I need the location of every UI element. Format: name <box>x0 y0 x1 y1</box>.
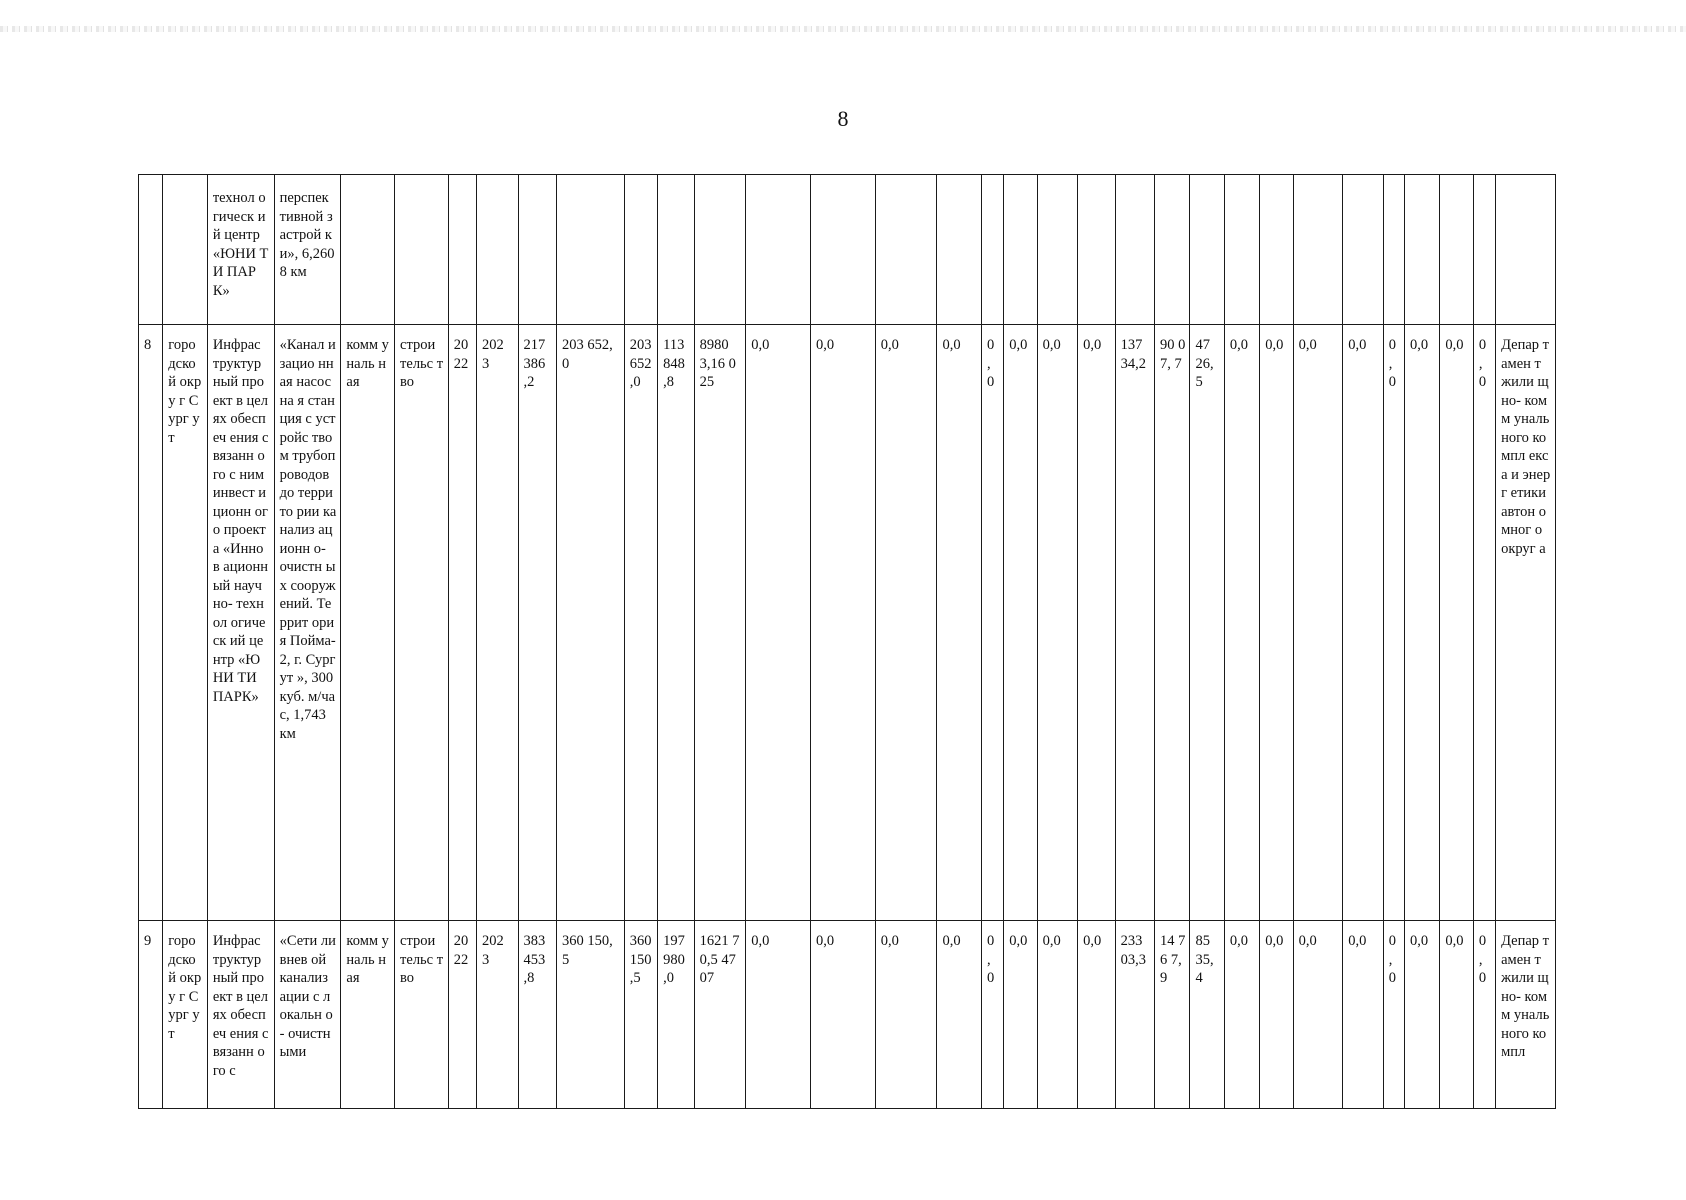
cell-year-end: 202 3 <box>477 921 518 1109</box>
table-cell <box>981 175 1003 325</box>
cell-work-type: строи тельс тво <box>395 325 449 921</box>
table-cell: 0,0 <box>1078 921 1115 1109</box>
cell-responsible <box>1496 175 1556 325</box>
table-cell <box>624 175 657 325</box>
table-cell: 0,0 <box>810 325 875 921</box>
table-cell <box>658 175 694 325</box>
table-cell: 0,0 <box>1293 325 1343 921</box>
table-cell: 0 , 0 <box>1473 325 1495 921</box>
table-cell <box>1190 175 1224 325</box>
table-cell: 0,0 <box>1004 921 1037 1109</box>
cell-year-start: 20 22 <box>448 325 476 921</box>
cell-object-name: перспек тивной застрой ки», 6,2608 км <box>274 175 341 325</box>
table-cell <box>694 175 746 325</box>
table-cell <box>1260 175 1293 325</box>
table-cell <box>1383 175 1404 325</box>
table-cell: 0,0 <box>875 325 937 921</box>
cell-sphere: комм уналь ная <box>341 325 395 921</box>
table-cell: 233 03,3 <box>1115 921 1154 1109</box>
table-cell: 137 34,2 <box>1115 325 1154 921</box>
table-cell: 14 76 7,9 <box>1155 921 1190 1109</box>
table-cell: 0,0 <box>1004 325 1037 921</box>
cell-sphere: комм уналь ная <box>341 921 395 1109</box>
table-cell: 0 , 0 <box>981 921 1003 1109</box>
table-row-9 <box>139 921 1556 1109</box>
table-cell <box>518 175 556 325</box>
table-cell: 0,0 <box>1224 325 1259 921</box>
table-cell <box>1405 175 1440 325</box>
table-cell: 383 453 ,8 <box>518 921 556 1109</box>
table-cell <box>1224 175 1259 325</box>
table-cell: 203 652,0 <box>556 325 624 921</box>
table-cell: 0,0 <box>1293 921 1343 1109</box>
table-cell <box>1440 175 1473 325</box>
cell-project-type: технол огическ ий центр «ЮНИ ТИ ПАРК» <box>207 175 274 325</box>
table-cell <box>875 175 937 325</box>
table-cell <box>448 175 476 325</box>
table-cell: 8980 3,16 025 <box>694 325 746 921</box>
cell-territory: горо дско й окру г Сург ут <box>163 325 208 921</box>
page-number: 8 <box>837 106 849 131</box>
cell-project-type: Инфрас труктур ный проект в целях обеспеч ения связанн ого с ним инвест иционн ого проекта «Иннов ационн ый научно- технол огическ ий центр «ЮНИ ТИ ПАРК» <box>207 325 274 921</box>
table-cell <box>1004 175 1037 325</box>
cell-year-start: 20 22 <box>448 921 476 1109</box>
table-cell <box>746 175 811 325</box>
table-cell: 360 150 ,5 <box>624 921 657 1109</box>
cell-project-type: Инфрас труктур ный проект в целях обеспеч ения связанн ого с <box>207 921 274 1109</box>
table-cell <box>1343 175 1383 325</box>
table-cell: 0,0 <box>1440 325 1473 921</box>
table-cell: 0,0 <box>937 921 982 1109</box>
table-cell: 1621 70,5 4707 <box>694 921 746 1109</box>
cell-year-end: 202 3 <box>477 325 518 921</box>
table-cell <box>1473 175 1495 325</box>
table-cell: 113 848 ,8 <box>658 325 694 921</box>
table-cell <box>1078 175 1115 325</box>
table-cell: 85 35, 4 <box>1190 921 1224 1109</box>
table-cell: 0,0 <box>1037 921 1077 1109</box>
cell-object-name: «Канал изацио нная насосна я станция с устройс твом трубоп роводов до террито рии канализ ационн о- очистн ых сооруж ений. Террит ория Пойма- 2, г. Сургут », 300 куб. м/час, 1,743 км <box>274 325 341 921</box>
table-cell: 0,0 <box>1260 325 1293 921</box>
table-cell: 47 26, 5 <box>1190 325 1224 921</box>
table-cell <box>556 175 624 325</box>
table-cell: 0,0 <box>1405 325 1440 921</box>
table-cell <box>1293 175 1343 325</box>
table-cell: 0 , 0 <box>1383 921 1404 1109</box>
table-cell: 0,0 <box>746 921 811 1109</box>
table-cell <box>395 175 449 325</box>
table-cell <box>1155 175 1190 325</box>
cell-territory <box>163 175 208 325</box>
table-cell: 0,0 <box>937 325 982 921</box>
cell-responsible: Депар тамен т жили щно- комм уналь ного компл екса и энерг етики автон омног о округ а <box>1496 325 1556 921</box>
table-cell: 0,0 <box>1405 921 1440 1109</box>
table-cell <box>937 175 982 325</box>
table-cell <box>1037 175 1077 325</box>
table-cell: 0,0 <box>810 921 875 1109</box>
investment-projects-table <box>138 174 1556 1109</box>
table-cell: 0 , 0 <box>1383 325 1404 921</box>
table-cell: 0,0 <box>1037 325 1077 921</box>
table-cell: 0,0 <box>746 325 811 921</box>
table-row-8 <box>139 325 1556 921</box>
table-cell: 90 07, 7 <box>1155 325 1190 921</box>
table-cell <box>477 175 518 325</box>
cell-responsible: Депар тамен т жили щно- комм уналь ного компл <box>1496 921 1556 1109</box>
table-cell: 0,0 <box>1440 921 1473 1109</box>
table-cell: 0,0 <box>1078 325 1115 921</box>
table-cell: 0 , 0 <box>981 325 1003 921</box>
table-cell: 0,0 <box>1343 325 1383 921</box>
cell-object-name: «Сети ливнев ой канализ ации с локальн о- очистн ыми <box>274 921 341 1109</box>
table-cell: 0 , 0 <box>1473 921 1495 1109</box>
table-cell <box>1115 175 1154 325</box>
table-cell: 0,0 <box>1224 921 1259 1109</box>
table-cell <box>341 175 395 325</box>
table-cell: 197 980 ,0 <box>658 921 694 1109</box>
cell-num: 8 <box>139 325 163 921</box>
table-cell: 360 150,5 <box>556 921 624 1109</box>
cell-work-type: строи тельс тво <box>395 921 449 1109</box>
cell-num <box>139 175 163 325</box>
table-cell: 0,0 <box>1343 921 1383 1109</box>
cell-territory: горо дско й окру г Сург ут <box>163 921 208 1109</box>
table-cell: 0,0 <box>1260 921 1293 1109</box>
scan-edge-noise <box>0 26 1686 32</box>
table-cell <box>810 175 875 325</box>
table-cell: 0,0 <box>875 921 937 1109</box>
table-cell: 217 386 ,2 <box>518 325 556 921</box>
cell-num: 9 <box>139 921 163 1109</box>
table-row-continuation <box>139 175 1556 325</box>
table-cell: 203 652 ,0 <box>624 325 657 921</box>
